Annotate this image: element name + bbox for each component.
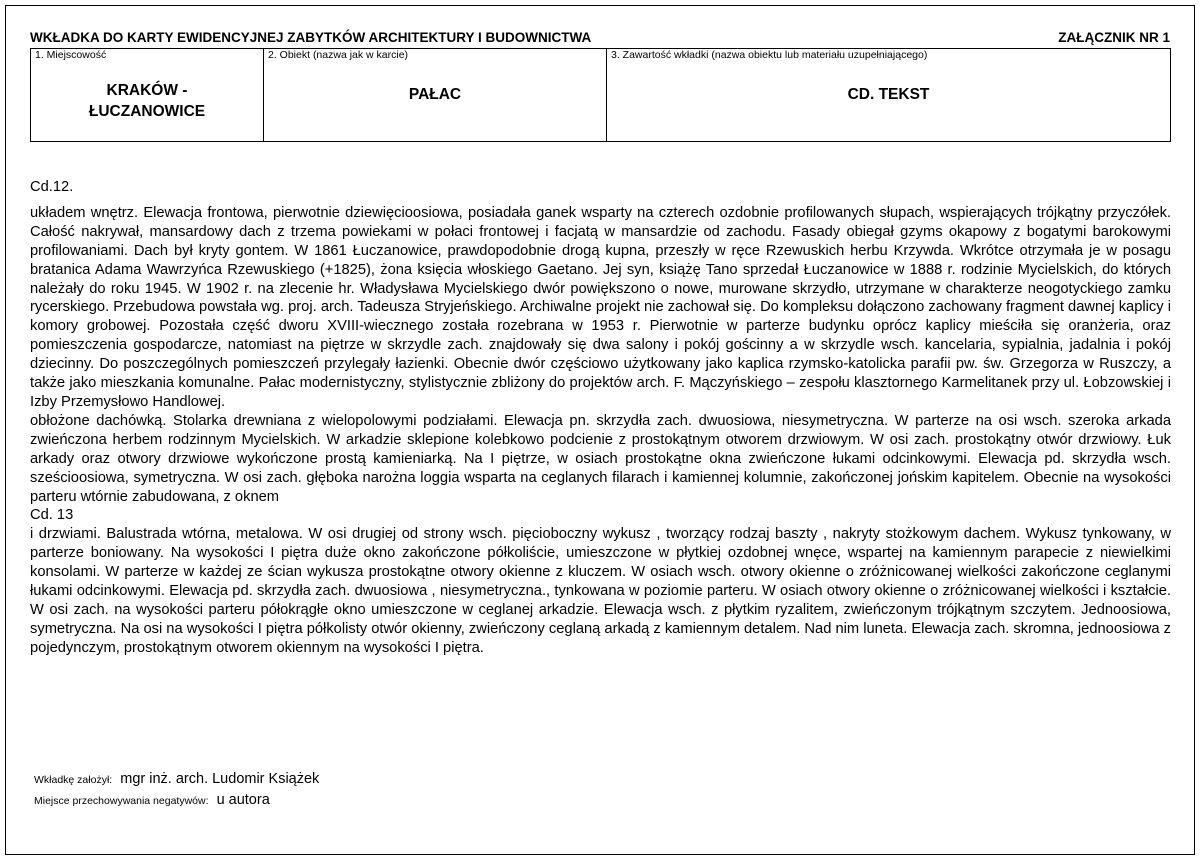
continuation-label-13: Cd. 13 — [30, 507, 74, 524]
footer-storage — [34, 792, 270, 808]
field-object — [264, 49, 607, 141]
author-value: mgr inż. arch. Ludomir Książek — [120, 771, 320, 787]
form-title: WKŁADKA DO KARTY EWIDENCYJNEJ ZABYTKÓW ARCHITEKTURY I BUDOWNICTWA — [30, 30, 592, 45]
field-contents-value: CD. TEKST — [847, 86, 930, 103]
continuation-label-12: Cd.12. — [30, 179, 74, 195]
storage-value: u autora — [216, 792, 270, 808]
field-locality-value-line1: KRAKÓW - — [106, 82, 188, 99]
field-locality-label: 1. Miejscowość — [35, 49, 107, 61]
field-locality-value-line2: ŁUCZANOWICE — [88, 103, 206, 120]
document-body — [30, 178, 1171, 658]
field-locality — [31, 49, 264, 141]
storage-label: Miejsce przechowywania negatywów: — [34, 795, 209, 807]
footer-author — [34, 771, 319, 787]
paragraph-history: układem wnętrz. Elewacja frontowa, pierwotnie dziewięcioosiowa, posiadała ganek wsparty na czterech ozdobnie profilowanych słupach, wspierających trójkątny przyczółek. Całość nakrywał, mansardowy dach z trzema powiekami w połaci frontowej i facjatą w mansardzie od zachodu. Fasady obiegał gzyms okapowy z bogatymi barokowymi profilowaniami. Dach był kryty gontem. W 1861 Łuczanowice, prawdopodobnie drogą kupna, przeszły w ręce Rzewuskich herbu Krzywda. Wkrótce otrzymała je w posagu bratanica Adama Wawrzyńca Rzewuskiego (+1825), żona księcia włoskiego Gaetano. Jej syn, książę Tano sprzedał Łuczanowice w 1888 r. rodzinie Mycielskich, do których należały do roku 1945. W 1902 r. na zlecenie hr. Władysława Mycielskiego dwór powiększono o nowe, murowane skrzydło, utrzymane w charakterze neogotyckiego zamku rycerskiego. Przebudowa powstała wg. proj. arch. Tadeusza Stryjeńskiego. Archiwalne projekt nie zachował się. Do kompleksu dołączono zachowany fragment dawnej kaplicy i komory grobowej. Pozostała część dworu XVIII-wiecznego została rozebrana w 1953 r. Pierwotnie w parterze budynku oprócz kaplicy mieściła się oranżeria, oraz pomieszczenia gospodarcze, natomiast na piętrze w skrzydle zach. znajdowały się dwa salony i pokój gościnny a w skrzydle wsch. kancelaria, sypialnia, jadalnia i pokój dziecinny. Do poszczególnych pomieszczeń przylegały łazienki. Obecnie dwór częściowo użytkowany jako kaplica rzymsko-katolicka parafii pw. św. Grzegorza w Ruszczy, a także jako mieszkania komunalne. Pałac modernistyczny, stylistycznie zbliżony do projektów arch. F. Mączyńskiego – zespołu klasztornego Karmelitanek przy ul. Łobzowskiej i Izby Przemysłowo Handlowej. — [30, 204, 1171, 410]
form-header — [30, 30, 1170, 48]
field-object-value: PAŁAC — [408, 86, 462, 103]
author-label: Wkładkę założył: — [34, 774, 113, 786]
field-locality-value — [31, 80, 263, 122]
field-contents-label: 3. Zawartość wkładki (nazwa obiektu lub materiału uzupełniającego) — [611, 49, 928, 61]
field-contents — [607, 49, 1170, 141]
paragraph-north-elevation: obłożone dachówką. Stolarka drewniana z wielopolowymi podziałami. Elewacja pn. skrzydła zach. dwuosiowa, niesymetryczna. W parterze na osi wsch. szeroka arkada zwieńczona herbem rodzinnym Mycielskich. W arkadzie sklepione kolebkowo podcienie z prostokątnym otworem drzwiowym. W osi zach. prostokątny otwór drzwiowy. Łuk arkady oraz otwory drzwiowe wykończone prostą kamieniarką. Na I piętrze, w osiach prostokątne okna zwieńczone łukami odcinkowymi. Elewacja pd. skrzydła wsch. sześcioosiowa, symetryczna. W osi zach. głęboka narożna loggia wsparta na ceglanych filarach i kamiennej kolumnie, zakończonej jońskim kapitelem. Obecnie na wysokości parteru wtórnie zabudowana, z oknem — [30, 412, 1171, 505]
form-fields-row — [30, 48, 1171, 142]
paragraph-oriel-elevations: i drzwiami. Balustrada wtórna, metalowa. W osi drugiej od strony wsch. pięcioboczny wykusz , tworzący rodzaj baszty , nakryty stożkowym dachem. Wykusz tynkowany, w parterze boniowany. Na wysokości I piętra duże okno zakończone półkoliście, umieszczone w płytkiej ozdobnej wnęce, wspartej na kamiennym parapecie z niewielkimi konsolami. W parterze w każdej ze ścian wykusza prostokątne otwory okienne z kluczem. W osiach wsch. otwory okienne o zróżnicowanej wielkości zakończone ceglanymi łukami odcinkowymi. Elewacja pd. skrzydła zach. dwuosiowa , niesymetryczna., tynkowana w poziomie parteru. W osiach otwory okienne o zróżnicowanej wielkości i kształcie. W osi zach. na wysokości parteru półokrągłe okno umieszczone w ceglanej arkadzie. Elewacja wsch. z płytkim ryzalitem, zwieńczonym trójkątnym szczytem. Jednoosiowa, symetryczna. Na osi na wysokości I piętra półkolisty otwór okienny, zwieńczony ceglaną arkadą z kamiennym detalem. Nad nim luneta. Elewacja zach. skromna, jednoosiowa z pojedynczym, prostokątnym otworem okiennym na wysokości I piętra. — [30, 526, 1171, 656]
annex-number: ZAŁĄCZNIK NR 1 — [1058, 30, 1170, 45]
field-object-label: 2. Obiekt (nazwa jak w karcie) — [268, 49, 409, 61]
